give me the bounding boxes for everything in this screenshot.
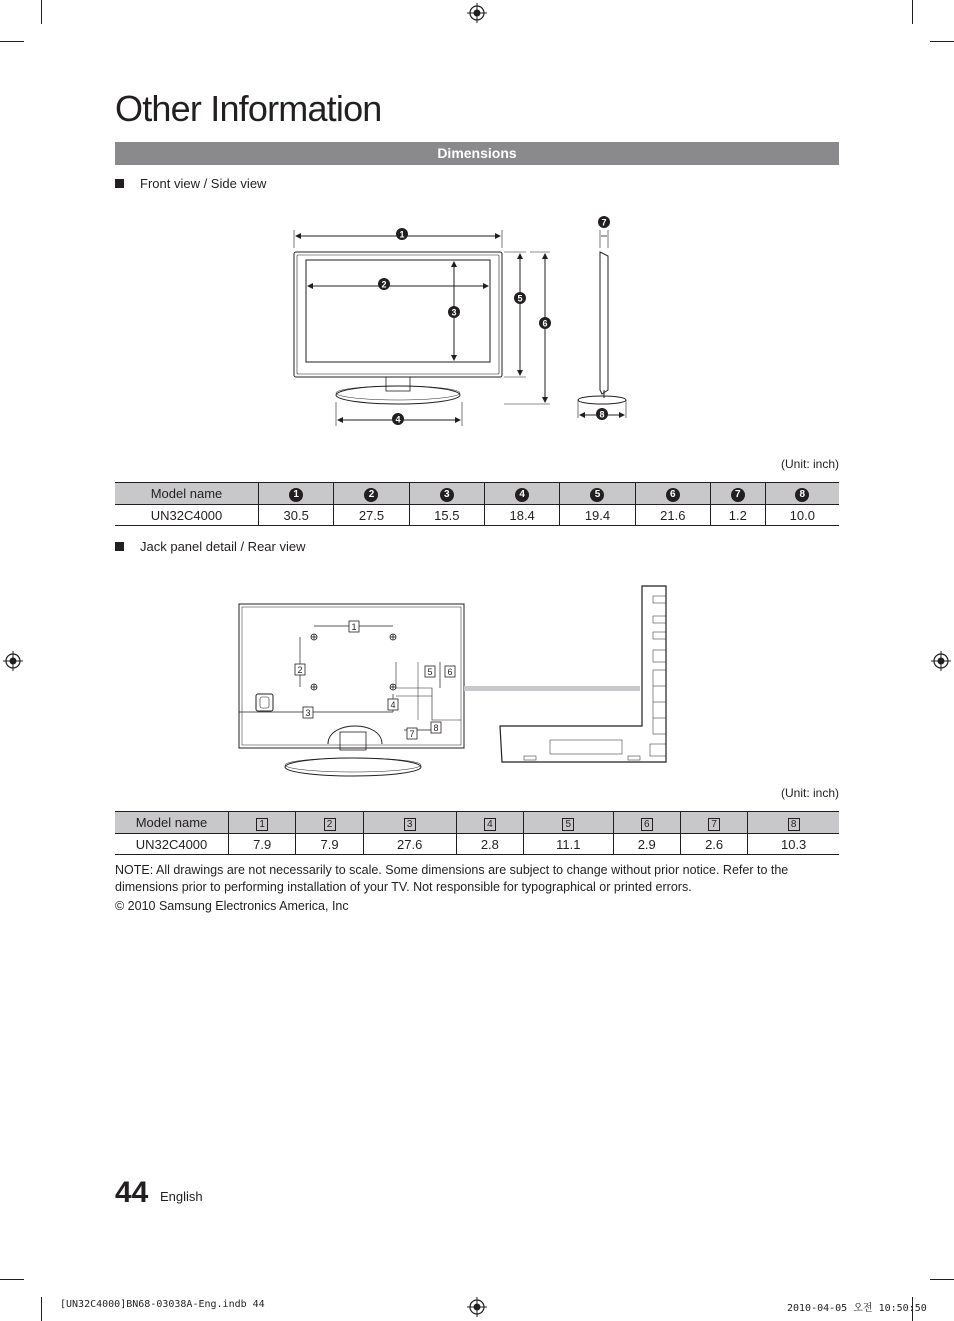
dimension-header: 2 [334, 483, 409, 505]
svg-text:3: 3 [451, 307, 457, 318]
dimension-cell: 30.5 [259, 505, 334, 526]
dimension-cell: 1.2 [710, 505, 765, 526]
svg-text:3: 3 [305, 708, 311, 718]
svg-text:2: 2 [297, 665, 303, 675]
crop-mark [41, 1297, 42, 1321]
front-view-heading [115, 176, 266, 191]
crop-mark [0, 1279, 24, 1280]
registration-mark-icon [467, 1297, 487, 1317]
crop-mark [930, 1279, 954, 1280]
dimension-cell: 10.0 [765, 505, 839, 526]
dimension-cell: 7.9 [229, 834, 296, 855]
dimension-cell: 18.4 [484, 505, 559, 526]
front-dimensions-table [115, 482, 839, 526]
table-header-row [115, 483, 839, 505]
dimension-cell: 10.3 [748, 834, 839, 855]
dimension-header: 1 [229, 812, 296, 834]
dimension-header: 8 [748, 812, 839, 834]
svg-text:1: 1 [351, 622, 357, 632]
svg-text:8: 8 [433, 723, 439, 733]
dimension-header: 1 [259, 483, 334, 505]
dimension-cell: 2.8 [456, 834, 523, 855]
page-number: 44 [115, 1176, 149, 1209]
dimension-header: 4 [484, 483, 559, 505]
dimension-cell: 15.5 [409, 505, 484, 526]
svg-text:5: 5 [517, 293, 523, 304]
rear-view-diagram [236, 584, 672, 780]
bullet-square-icon [115, 542, 124, 551]
copyright: © 2010 Samsung Electronics America, Inc [115, 899, 349, 913]
model-name-cell: UN32C4000 [115, 505, 259, 526]
registration-mark-icon [3, 651, 23, 671]
page-language: English [160, 1189, 203, 1204]
rear-dimensions-table [115, 811, 839, 855]
print-footer-timestamp: 2010-04-05 오전 10:50:50 [787, 1303, 927, 1314]
dimension-cell: 2.9 [613, 834, 680, 855]
table-row [115, 505, 839, 526]
print-footer-file: [UN32C4000]BN68-03038A-Eng.indb 44 [60, 1299, 265, 1310]
model-name-cell: UN32C4000 [115, 834, 229, 855]
dimension-header: 4 [456, 812, 523, 834]
dimension-header: 6 [613, 812, 680, 834]
section-title: Dimensions [115, 142, 839, 165]
svg-text:7: 7 [409, 729, 415, 739]
crop-mark [41, 0, 42, 24]
svg-text:8: 8 [599, 409, 605, 420]
dimension-header: 5 [524, 812, 614, 834]
crop-mark [912, 0, 913, 24]
svg-text:6: 6 [447, 667, 453, 677]
svg-text:7: 7 [601, 217, 607, 228]
page-title: Other Information [115, 88, 382, 129]
registration-mark-icon [931, 651, 951, 671]
dimension-header: 3 [409, 483, 484, 505]
dimension-header: 8 [765, 483, 839, 505]
registration-mark-icon [467, 3, 487, 23]
dimension-header: 5 [560, 483, 635, 505]
model-name-header: Model name [115, 812, 229, 834]
crop-mark [0, 41, 24, 42]
dimension-header: 7 [710, 483, 765, 505]
front-view-label: Front view / Side view [140, 176, 267, 191]
dimension-cell: 7.9 [296, 834, 363, 855]
dimension-cell: 11.1 [524, 834, 614, 855]
dimension-cell: 27.5 [334, 505, 409, 526]
dimension-cell: 2.6 [680, 834, 747, 855]
svg-text:4: 4 [395, 414, 401, 425]
table-row [115, 834, 839, 855]
front-side-view-diagram [280, 212, 640, 432]
rear-unit-label: (Unit: inch) [780, 786, 839, 800]
svg-text:4: 4 [390, 700, 396, 710]
svg-text:1: 1 [399, 229, 405, 240]
rear-view-label: Jack panel detail / Rear view [140, 539, 306, 554]
svg-text:6: 6 [542, 318, 548, 329]
svg-text:2: 2 [381, 279, 387, 290]
disclaimer-note: NOTE: All drawings are not necessarily to scale. Some dimensions are subject to change without prior notice. Refer to the dimensions prior to performing installation of your TV. Not responsible for typographical or printed errors. [115, 863, 789, 894]
rear-view-heading [115, 539, 305, 554]
front-unit-label: (Unit: inch) [780, 457, 839, 471]
dimension-cell: 27.6 [363, 834, 456, 855]
svg-text:5: 5 [427, 667, 433, 677]
dimension-cell: 21.6 [635, 505, 710, 526]
bullet-square-icon [115, 179, 124, 188]
dimension-header: 6 [635, 483, 710, 505]
dimension-cell: 19.4 [560, 505, 635, 526]
crop-mark [930, 41, 954, 42]
dimension-header: 7 [680, 812, 747, 834]
table-header-row [115, 812, 839, 834]
model-name-header: Model name [115, 483, 259, 505]
dimension-header: 3 [363, 812, 456, 834]
dimension-header: 2 [296, 812, 363, 834]
